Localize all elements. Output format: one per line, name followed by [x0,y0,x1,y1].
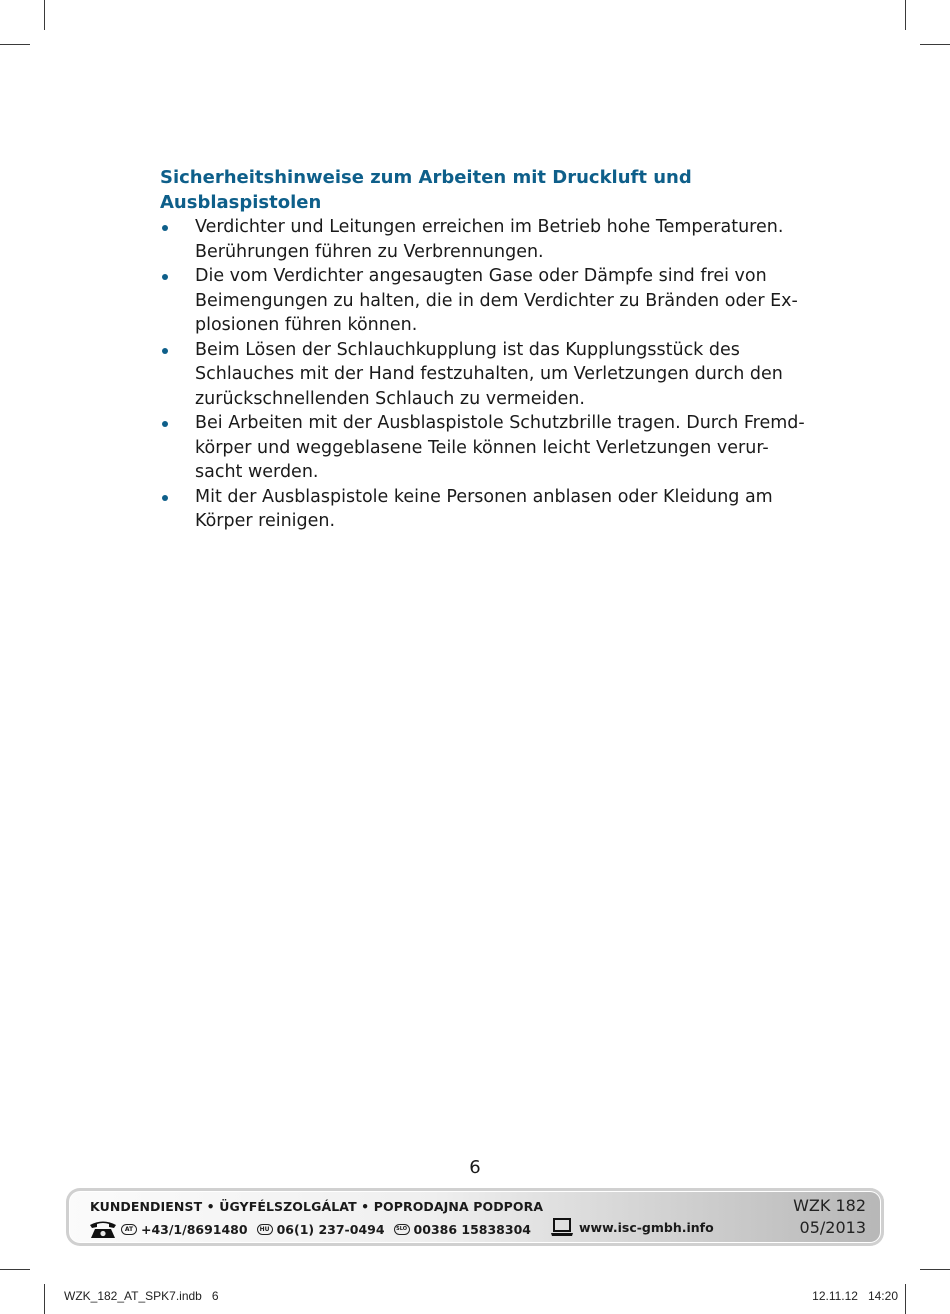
safety-section [160,166,805,534]
bullet-dot-icon [162,274,168,280]
print-slug-timestamp: 12.11.12 14:20 [812,1289,898,1303]
phone-number-at[interactable]: +43/1/8691480 [141,1221,248,1237]
country-badge-slo: SLO [394,1224,410,1235]
crop-mark-top-left [0,44,30,45]
service-footer [66,1188,884,1246]
phone-number-slo[interactable]: 00386 15838304 [413,1221,531,1237]
heading-line: Ausblaspistolen [160,191,322,213]
website-group [550,1217,714,1237]
crop-mark-top-right [905,0,906,30]
bullet-dot-icon [162,495,168,501]
bullet-text-line: Beimengungen zu halten, die in dem Verdichter zu Bränden oder Ex- [195,290,798,311]
model-date: 05/2013 [799,1218,866,1237]
country-badge-hu: HU [257,1224,273,1235]
bullet-text-line: sacht werden. [195,462,319,482]
bullet-text-line: Mit der Ausblaspistole keine Personen anblasen oder Kleidung am [195,486,773,507]
bullet-text-line: plosionen führen können. [195,315,418,335]
bullet-item [160,264,800,338]
print-slug-file: WZK_182_AT_SPK7.indb 6 [64,1289,219,1303]
crop-mark-top-right [920,44,950,45]
bullet-text-line: Die vom Verdichter angesaugten Gase oder Dämpfe sind frei von [195,266,767,286]
bullet-dot-icon [162,348,168,354]
bullet-text-line: Berührungen führen zu Verbrennungen. [195,241,544,262]
crop-mark-bottom-left [44,1284,45,1314]
bullet-dot-icon [162,225,168,231]
bullet-text-line: Bei Arbeiten mit der Ausblaspistole Schutzbrille tragen. Durch Fremd- [195,413,805,433]
bullet-item [160,338,800,412]
model-info [793,1195,866,1239]
page-number: 6 [469,1157,481,1178]
heading-line: Sicherheitshinweise zum Arbeiten mit Druckluft und [160,167,692,188]
bullet-text-line: körper und weggeblasene Teile können leicht Verletzungen verur- [195,437,769,458]
model-number: WZK 182 [793,1196,866,1215]
telephone-icon [88,1219,118,1239]
section-heading [160,166,800,215]
bullet-text-line: Schlauches mit der Hand festzuhalten, um Verletzungen durch den [195,364,783,384]
bullet-item [160,215,800,264]
bullet-item [160,485,800,534]
laptop-icon [550,1217,574,1237]
crop-mark-bottom-right [920,1269,950,1270]
bullet-item [160,411,805,485]
bullet-text-line: Körper reinigen. [195,511,336,531]
country-badge-at: AT [121,1224,137,1235]
footer-title: KUNDENDIENST • ÜGYFÉLSZOLGÁLAT • POPRODAJNA PODPORA [90,1199,544,1214]
bullet-text-line: zurückschnellenden Schlauch zu vermeiden. [195,388,585,409]
bullet-text-line: Verdichter und Leitungen erreichen im Betrieb hohe Temperaturen. [195,217,784,237]
crop-mark-bottom-left [0,1269,30,1270]
crop-mark-bottom-right [905,1284,906,1314]
phone-contacts [88,1219,540,1239]
safety-bullet-list [160,215,805,534]
website-link[interactable]: www.isc-gmbh.info [579,1219,714,1235]
bullet-dot-icon [162,421,168,427]
phone-number-hu[interactable]: 06(1) 237-0494 [276,1221,385,1237]
crop-mark-top-left [44,0,45,30]
bullet-text-line: Beim Lösen der Schlauchkupplung ist das Kupplungsstück des [195,339,740,360]
